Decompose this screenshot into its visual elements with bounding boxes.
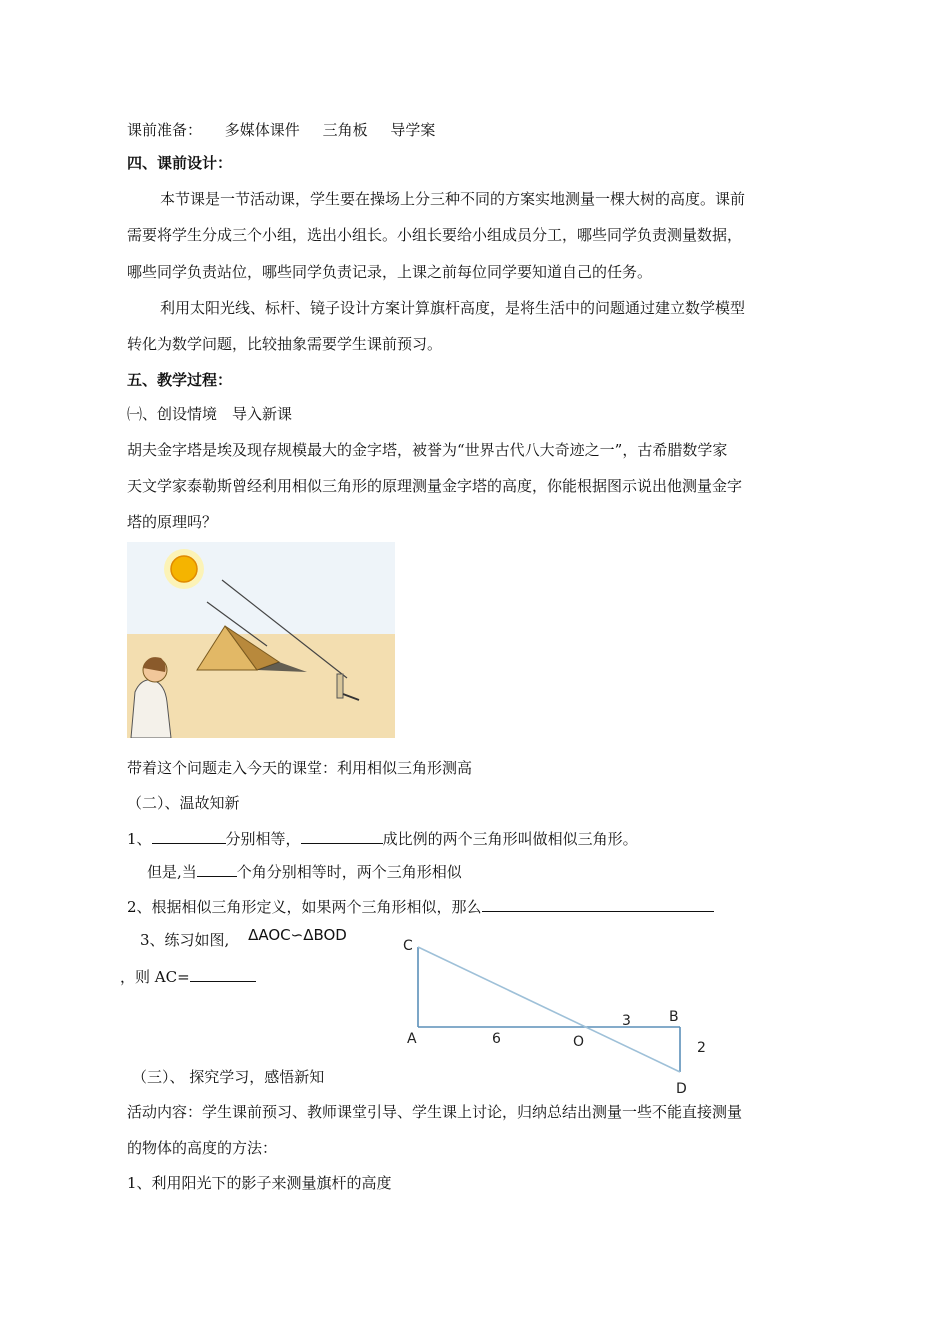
paragraph-line: 的物体的高度的方法： <box>127 1139 278 1157</box>
answer-blank[interactable] <box>152 828 226 844</box>
section4-title: 四、课前设计： <box>127 154 233 172</box>
segment-CD <box>418 947 680 1072</box>
question-3-answer: ，则 AC= <box>120 966 256 987</box>
prep-line <box>127 120 435 140</box>
answer-blank[interactable] <box>190 966 256 982</box>
paragraph-line: 需要将学生分成三个小组，选出小组长。小组长要给小组成员分工，哪些同学负责测量数据， <box>127 226 743 244</box>
label-D: D <box>676 1081 687 1097</box>
paragraph-line: 哪些同学负责站位，哪些同学负责记录，上课之前每位同学要知道自己的任务。 <box>127 263 653 281</box>
prep-item: 导学案 <box>390 121 436 139</box>
label-C: C <box>403 938 413 954</box>
label-A: A <box>407 1031 417 1047</box>
length-BD: 2 <box>697 1040 706 1056</box>
sun-icon <box>171 556 197 582</box>
paragraph-line: 转化为数学问题，比较抽象需要学生课前预习。 <box>127 335 443 353</box>
paragraph-line: 胡夫金字塔是埃及现存规模最大的金字塔，被誉为“世界古代八大奇迹之一”，古希腊数学家 <box>127 441 728 459</box>
answer-blank[interactable] <box>301 828 383 844</box>
question-3: 3、练习如图, ΔAOC∽ΔBOD <box>140 926 347 949</box>
length-AO: 6 <box>492 1031 501 1047</box>
answer-blank[interactable] <box>197 861 237 877</box>
subsection-title: （三）、 探究学习，感悟新知 <box>132 1068 325 1086</box>
prep-item: 多媒体课件 <box>224 121 300 139</box>
similar-triangles-diagram <box>395 925 735 1100</box>
label-B: B <box>669 1009 679 1025</box>
method-1: 1、利用阳光下的影子来测量旗杆的高度 <box>127 1174 392 1192</box>
label-O: O <box>573 1034 585 1050</box>
prep-label: 课前准备： <box>127 121 203 139</box>
paragraph-line: 天文学家泰勒斯曾经利用相似三角形的原理测量金字塔的高度，你能根据图示说出他测量金字 <box>127 477 743 495</box>
question-2: 2、根据相似三角形定义，如果两个三角形相似，那么 <box>127 896 714 917</box>
section5-title: 五、教学过程： <box>127 371 233 389</box>
prep-item: 三角板 <box>322 121 368 139</box>
subsection-title: ㈠、创设情境 导入新课 <box>127 405 293 423</box>
paragraph-line: 塔的原理吗？ <box>127 513 218 531</box>
paragraph-line: 带着这个问题走入今天的课堂：利用相似三角形测高 <box>127 759 473 777</box>
pyramid-illustration <box>127 542 395 738</box>
length-OB: 3 <box>622 1013 631 1029</box>
pole-icon <box>337 674 343 698</box>
question-1: 1、 分别相等， 成比例的两个三角形叫做相似三角形。 <box>127 830 638 848</box>
question-1b: 但是,当 个角分别相等时，两个三角形相似 <box>147 863 462 881</box>
paragraph-line: 活动内容：学生课前预习、教师课堂引导、学生课上讨论，归纳总结出测量一些不能直接测量 <box>127 1103 743 1121</box>
similarity-relation: ΔAOC∽ΔBOD <box>248 926 347 944</box>
answer-blank[interactable] <box>482 896 714 912</box>
paragraph-line: 本节课是一节活动课，学生要在操场上分三种不同的方案实地测量一棵大树的高度。课前 <box>160 190 746 208</box>
paragraph-line: 利用太阳光线、标杆、镜子设计方案计算旗杆高度，是将生活中的问题通过建立数学模型 <box>160 299 746 317</box>
subsection-title: （二）、温故知新 <box>127 794 240 812</box>
